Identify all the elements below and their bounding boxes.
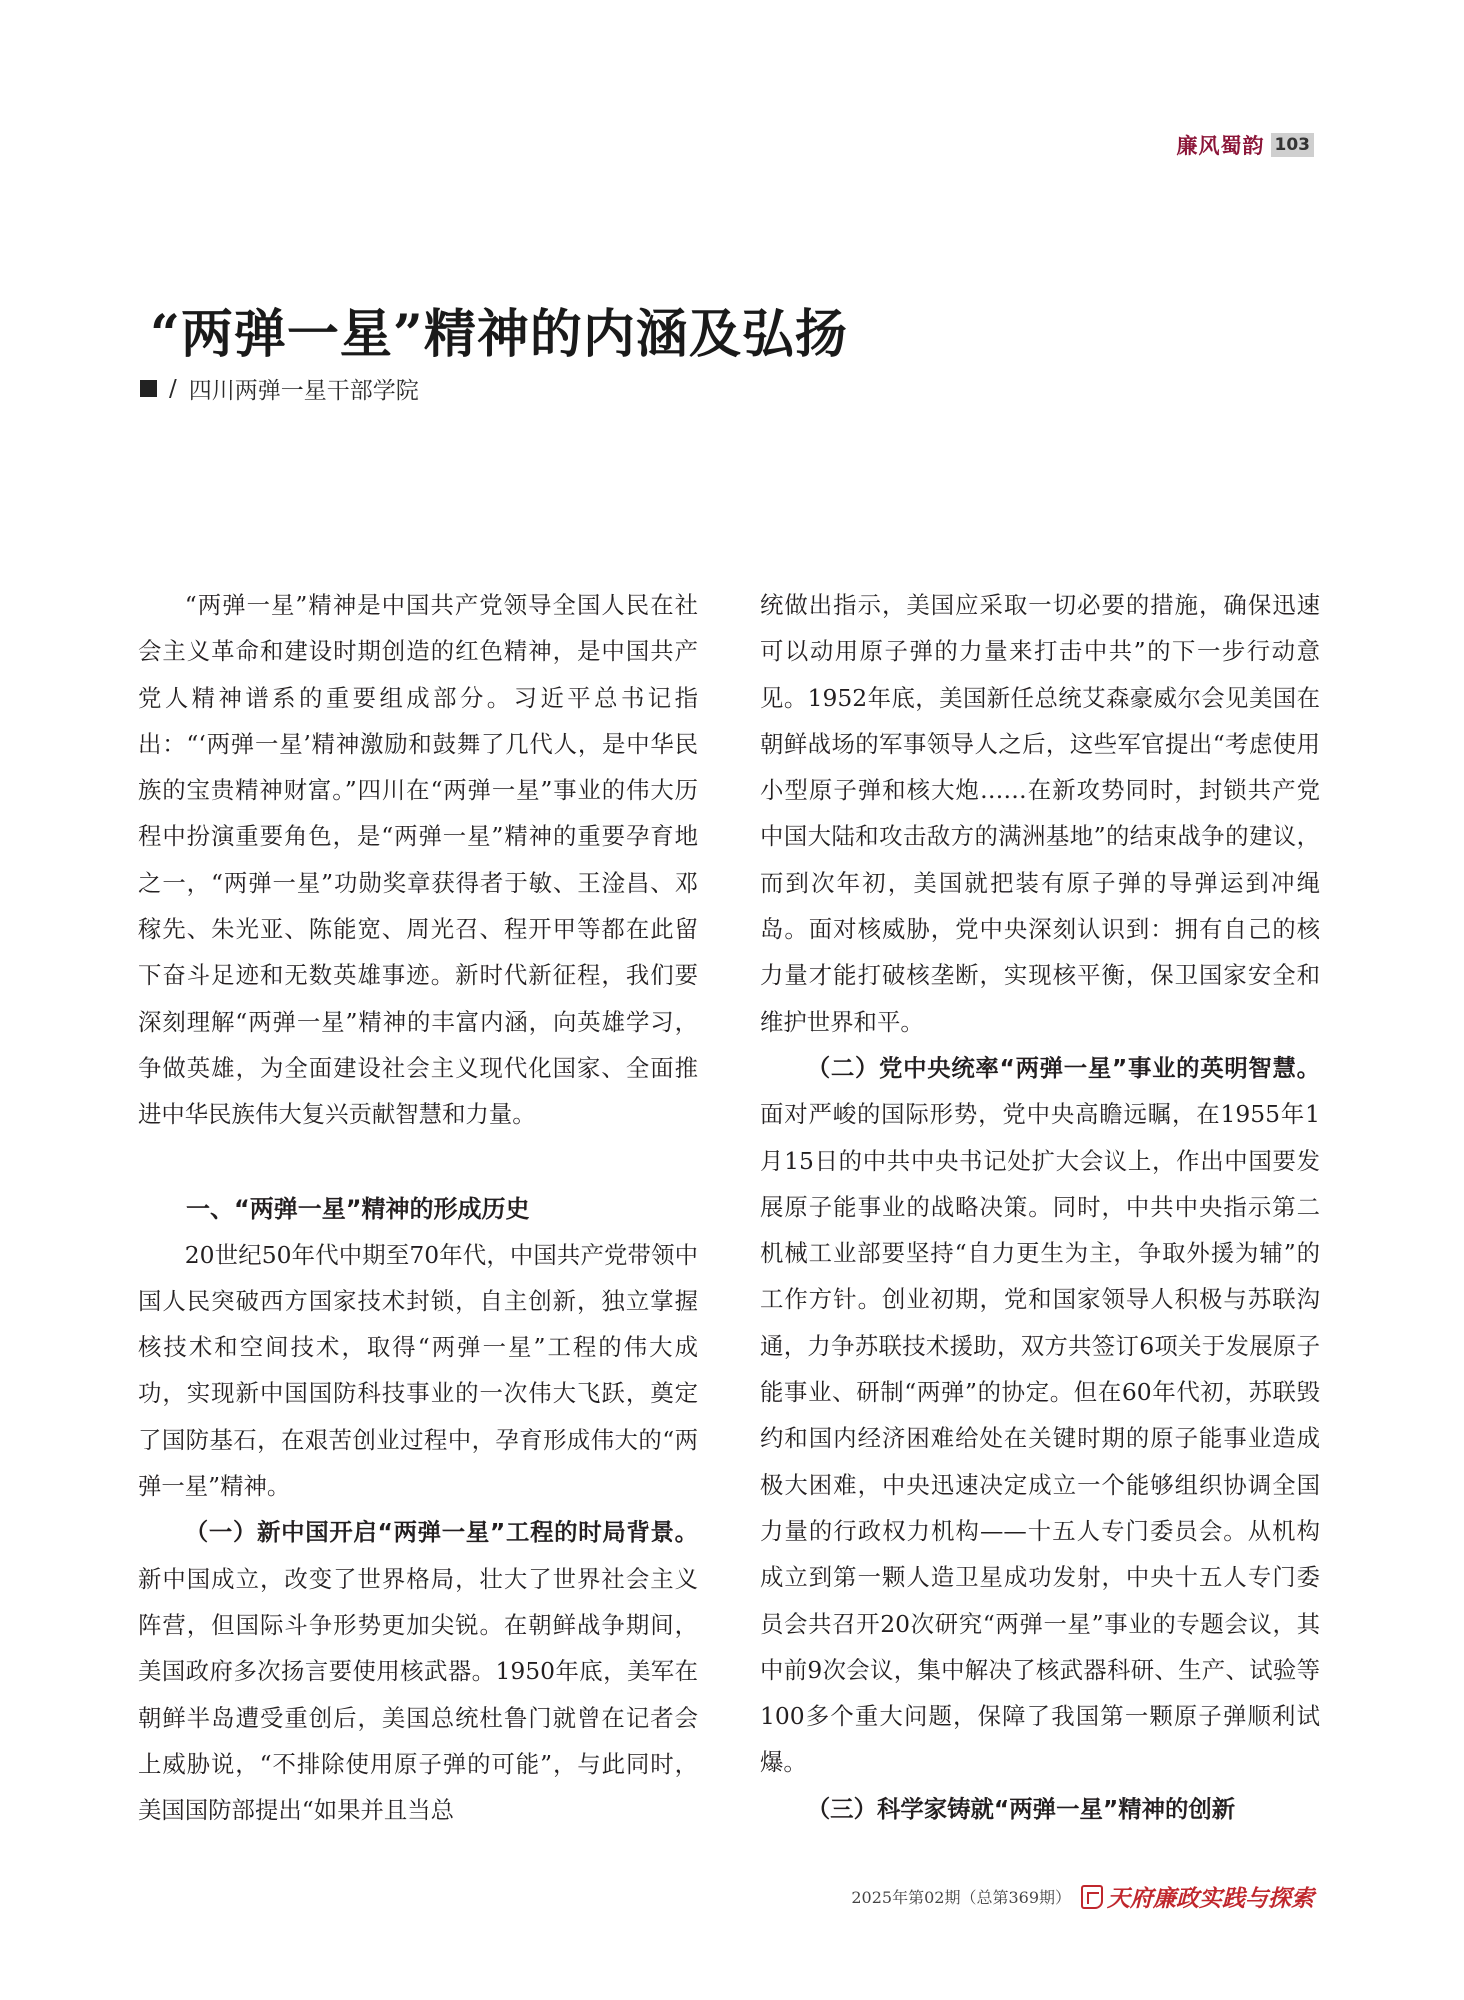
subsection-2 <box>760 1045 1320 1786</box>
page-number: 103 <box>1271 133 1315 157</box>
square-bullet-icon <box>140 380 157 397</box>
page-footer <box>851 1880 1314 1913</box>
byline-separator: / <box>169 375 177 402</box>
byline <box>140 372 419 405</box>
journal-logo-icon <box>1081 1885 1103 1909</box>
subsection-2-text: 面对严峻的国际形势，党中央高瞻远瞩，在1955年1月15日的中共中央书记处扩大会议上，作出中国要发展原子能事业的战略决策。同时，中共中央指示第二机械工业部要坚持“自力更生为主，争取外援为辅”的工作方针。创业初期，党和国家领导人积极与苏联沟通，力争苏联技术援助，双方共签订6项关于发展原子能事业、研制“两弹”的协定。但在60年代初，苏联毁约和国内经济困难给处在关键时期的原子能事业造成极大困难，中央迅速决定成立一个能够组织协调全国力量的行政权力机构——十五人专门委员会。从机构成立到第一颗人造卫星成功发射，中央十五人专门委员会共召开20次研究“两弹一星”事业的专题会议，其中前9次会议，集中解决了核武器科研、生产、试验等100多个重大问题，保障了我国第一颗原子弹顺利试爆。 <box>760 1100 1320 1777</box>
journal-name <box>1081 1880 1314 1913</box>
subsection-1 <box>138 1509 698 1833</box>
paragraph-1: 20世纪50年代中期至70年代，中国共产党带领中国人民突破西方国家技术封锁，自主创新，独立掌握核技术和空间技术，取得“两弹一星”工程的伟大成功，实现新中国国防科技事业的一次伟大飞跃，奠定了国防基石，在艰苦创业过程中，孕育形成伟大的“两弹一星”精神。 <box>138 1240 698 1501</box>
author: 四川两弹一星干部学院 <box>188 378 419 404</box>
issue-info: 2025年第02期（总第369期） <box>851 1888 1071 1907</box>
subsection-3-title: （三）科学家铸就“两弹一星”精神的创新 <box>806 1794 1236 1823</box>
section-heading-1: 一、“两弹一星”精神的形成历史 <box>186 1194 530 1223</box>
subsection-3 <box>760 1786 1320 1832</box>
article-title: “两弹一星”精神的内涵及弘扬 <box>150 304 848 365</box>
subsection-1-title: （一）新中国开启“两弹一星”工程的时局背景。 <box>184 1518 698 1547</box>
subsection-2-title: （二）党中央统率“两弹一星”事业的英明智慧。 <box>806 1053 1320 1082</box>
right-column <box>760 582 1320 1832</box>
page-header <box>1177 130 1315 160</box>
left-column <box>138 582 698 1833</box>
subsection-1-text: 新中国成立，改变了世界格局，壮大了世界社会主义阵营，但国际斗争形势更加尖锐。在朝鲜战争期间，美国政府多次扬言要使用核武器。1950年底，美军在朝鲜半岛遭受重创后，美国总统杜鲁门就曾在记者会上威胁说，“不排除使用原子弹的可能”，与此同时，美国国防部提出“如果并且当总 <box>138 1564 698 1825</box>
continued-paragraph: 统做出指示，美国应采取一切必要的措施，确保迅速可以动用原子弹的力量来打击中共”的下一步行动意见。1952年底，美国新任总统艾森豪威尔会见美国在朝鲜战场的军事领导人之后，这些军官提出“考虑使用小型原子弹和核大炮……在新攻势同时，封锁共产党中国大陆和攻击敌方的满洲基地”的结束战争的建议，而到次年初，美国就把装有原子弹的导弹运到冲绳岛。面对核威胁，党中央深刻认识到：拥有自己的核力量才能打破核垄断，实现核平衡，保卫国家安全和维护世界和平。 <box>760 591 1320 1036</box>
journal-title: 天府廉政实践与探索 <box>1107 1885 1314 1912</box>
intro-paragraph: “两弹一星”精神是中国共产党领导全国人民在社会主义革命和建设时期创造的红色精神，是中国共产党人精神谱系的重要组成部分。习近平总书记指出：“‘两弹一星’精神激励和鼓舞了几代人，是中华民族的宝贵精神财富。”四川在“两弹一星”事业的伟大历程中扮演重要角色，是“两弹一星”精神的重要孕育地之一，“两弹一星”功勋奖章获得者于敏、王淦昌、邓稼先、朱光亚、陈能宽、周光召、程开甲等都在此留下奋斗足迹和无数英雄事迹。新时代新征程，我们要深刻理解“两弹一星”精神的丰富内涵，向英雄学习，争做英雄，为全面建设社会主义现代化国家、全面推进中华民族伟大复兴贡献智慧和力量。 <box>138 591 698 1129</box>
section-name: 廉风蜀韵 <box>1176 134 1265 158</box>
